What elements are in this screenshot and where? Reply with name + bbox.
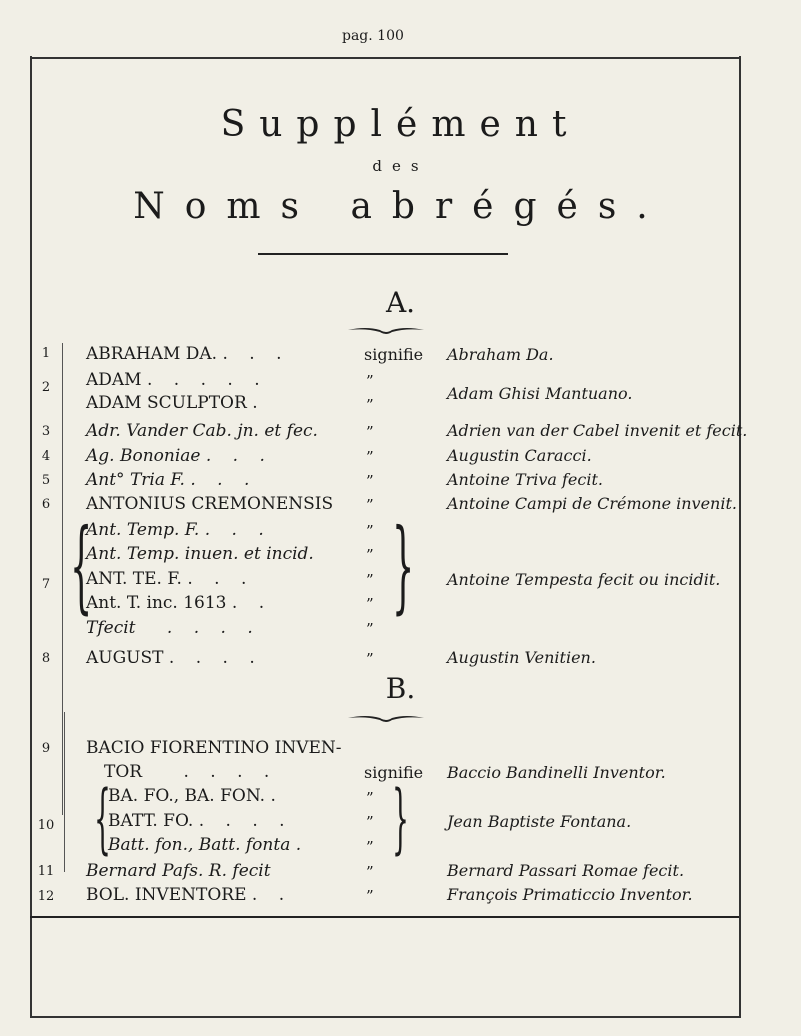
ditto-mark: ” [366,571,374,589]
abbreviation: Bernard Pafs. R. fecit [86,861,271,881]
abbreviation: Ant. Temp. F. . . . [86,520,272,540]
ditto-mark: ” [366,372,374,390]
abbreviation: ANTONIUS CREMONENSIS [86,494,334,514]
right-brace: } [392,773,409,862]
abbreviation: Ant° Tria F. . . . [86,470,258,490]
abbreviation: ADAM SCULPTOR . [86,393,266,413]
line-number: 9 [41,741,51,756]
ditto-mark: ” [366,423,374,441]
ditto-mark: ” [366,546,374,564]
section-heading-a: A. [385,286,416,319]
abbreviation: AUGUST . . . . [86,648,263,668]
meaning: Baccio Bandinelli Inventor. [447,763,666,782]
line-number: 8 [41,651,51,666]
abbreviation: BACIO FIORENTINO INVEN- [86,738,342,758]
meaning: Antoine Triva fecit. [447,470,603,489]
ditto-mark: ” [366,863,374,881]
title-supplement: Supplément [220,104,581,145]
swash-ornament-a [346,324,426,336]
bottom-rule [30,916,739,918]
meaning: Augustin Caracci. [447,446,592,465]
meaning: François Primaticcio Inventor. [447,885,693,904]
line-number: 10 [37,818,55,833]
abbreviation: Adr. Vander Cab. jn. et fec. [86,421,318,441]
abbreviation: BOL. INVENTORE . . [86,885,293,905]
meaning: Abraham Da. [447,345,554,364]
ditto-mark: ” [366,838,374,856]
ditto-mark: ” [366,789,374,807]
meaning: Adrien van der Cabel invenit et fecit. [447,421,748,440]
left-brace: { [70,507,93,624]
number-column-rule-b [64,712,65,872]
abbreviation: Ant. T. inc. 1613 . . [86,593,273,613]
section-heading-b: B. [385,672,416,705]
ditto-mark: ” [366,595,374,613]
number-column-rule [62,343,63,815]
meaning: Adam Ghisi Mantuano. [447,384,633,403]
line-number: 6 [41,497,51,512]
page-number: pag. 100 [342,28,404,44]
title-noms-abreges: Noms abrégés. [133,186,668,227]
abbreviation: Batt. fon., Batt. fonta . [108,835,310,855]
right-brace: } [392,507,415,624]
signifie-word: signifie [364,345,424,364]
ditto-mark: ” [366,396,374,414]
line-number: 12 [37,889,55,904]
meaning: Bernard Passari Romae fecit. [447,861,685,880]
abbreviation: ABRAHAM DA. . . . [86,344,290,364]
ditto-mark: ” [366,472,374,490]
meaning: Antoine Campi de Crémone invenit. [447,494,737,513]
line-number: 3 [41,424,51,439]
abbreviation: ADAM . . . . . [86,370,268,390]
ditto-mark: ” [366,620,374,638]
line-number: 4 [41,449,51,464]
abbreviation: TOR . . . . [104,762,278,782]
meaning: Antoine Tempesta fecit ou incidit. [447,570,721,589]
line-number: 1 [41,346,51,361]
abbreviation: BATT. FO. . . . . [108,811,293,831]
meaning: Jean Baptiste Fontana. [447,812,632,831]
swash-ornament-b [346,712,426,724]
ditto-mark: ” [366,522,374,540]
title-rule [258,253,508,255]
line-number: 7 [41,577,51,592]
line-number: 2 [41,380,51,395]
ditto-mark: ” [366,887,374,905]
line-number: 11 [37,864,55,879]
signifie-word: signifie [364,763,424,782]
ditto-mark: ” [366,650,374,668]
abbreviation: Ant. Temp. inuen. et incid. [86,544,314,564]
abbreviation: BA. FO., BA. FON. . [108,786,284,806]
ditto-mark: ” [366,496,374,514]
ditto-mark: ” [366,813,374,831]
abbreviation: Ag. Bononiae . . . [86,446,273,466]
abbreviation: Tfecit . . . . [86,618,261,638]
meaning: Augustin Venitien. [447,648,596,667]
ditto-mark: ” [366,448,374,466]
left-brace: { [94,773,111,862]
abbreviation: ANT. TE. F. . . . [86,569,255,589]
line-number: 5 [41,473,51,488]
title-des: des [372,157,429,175]
